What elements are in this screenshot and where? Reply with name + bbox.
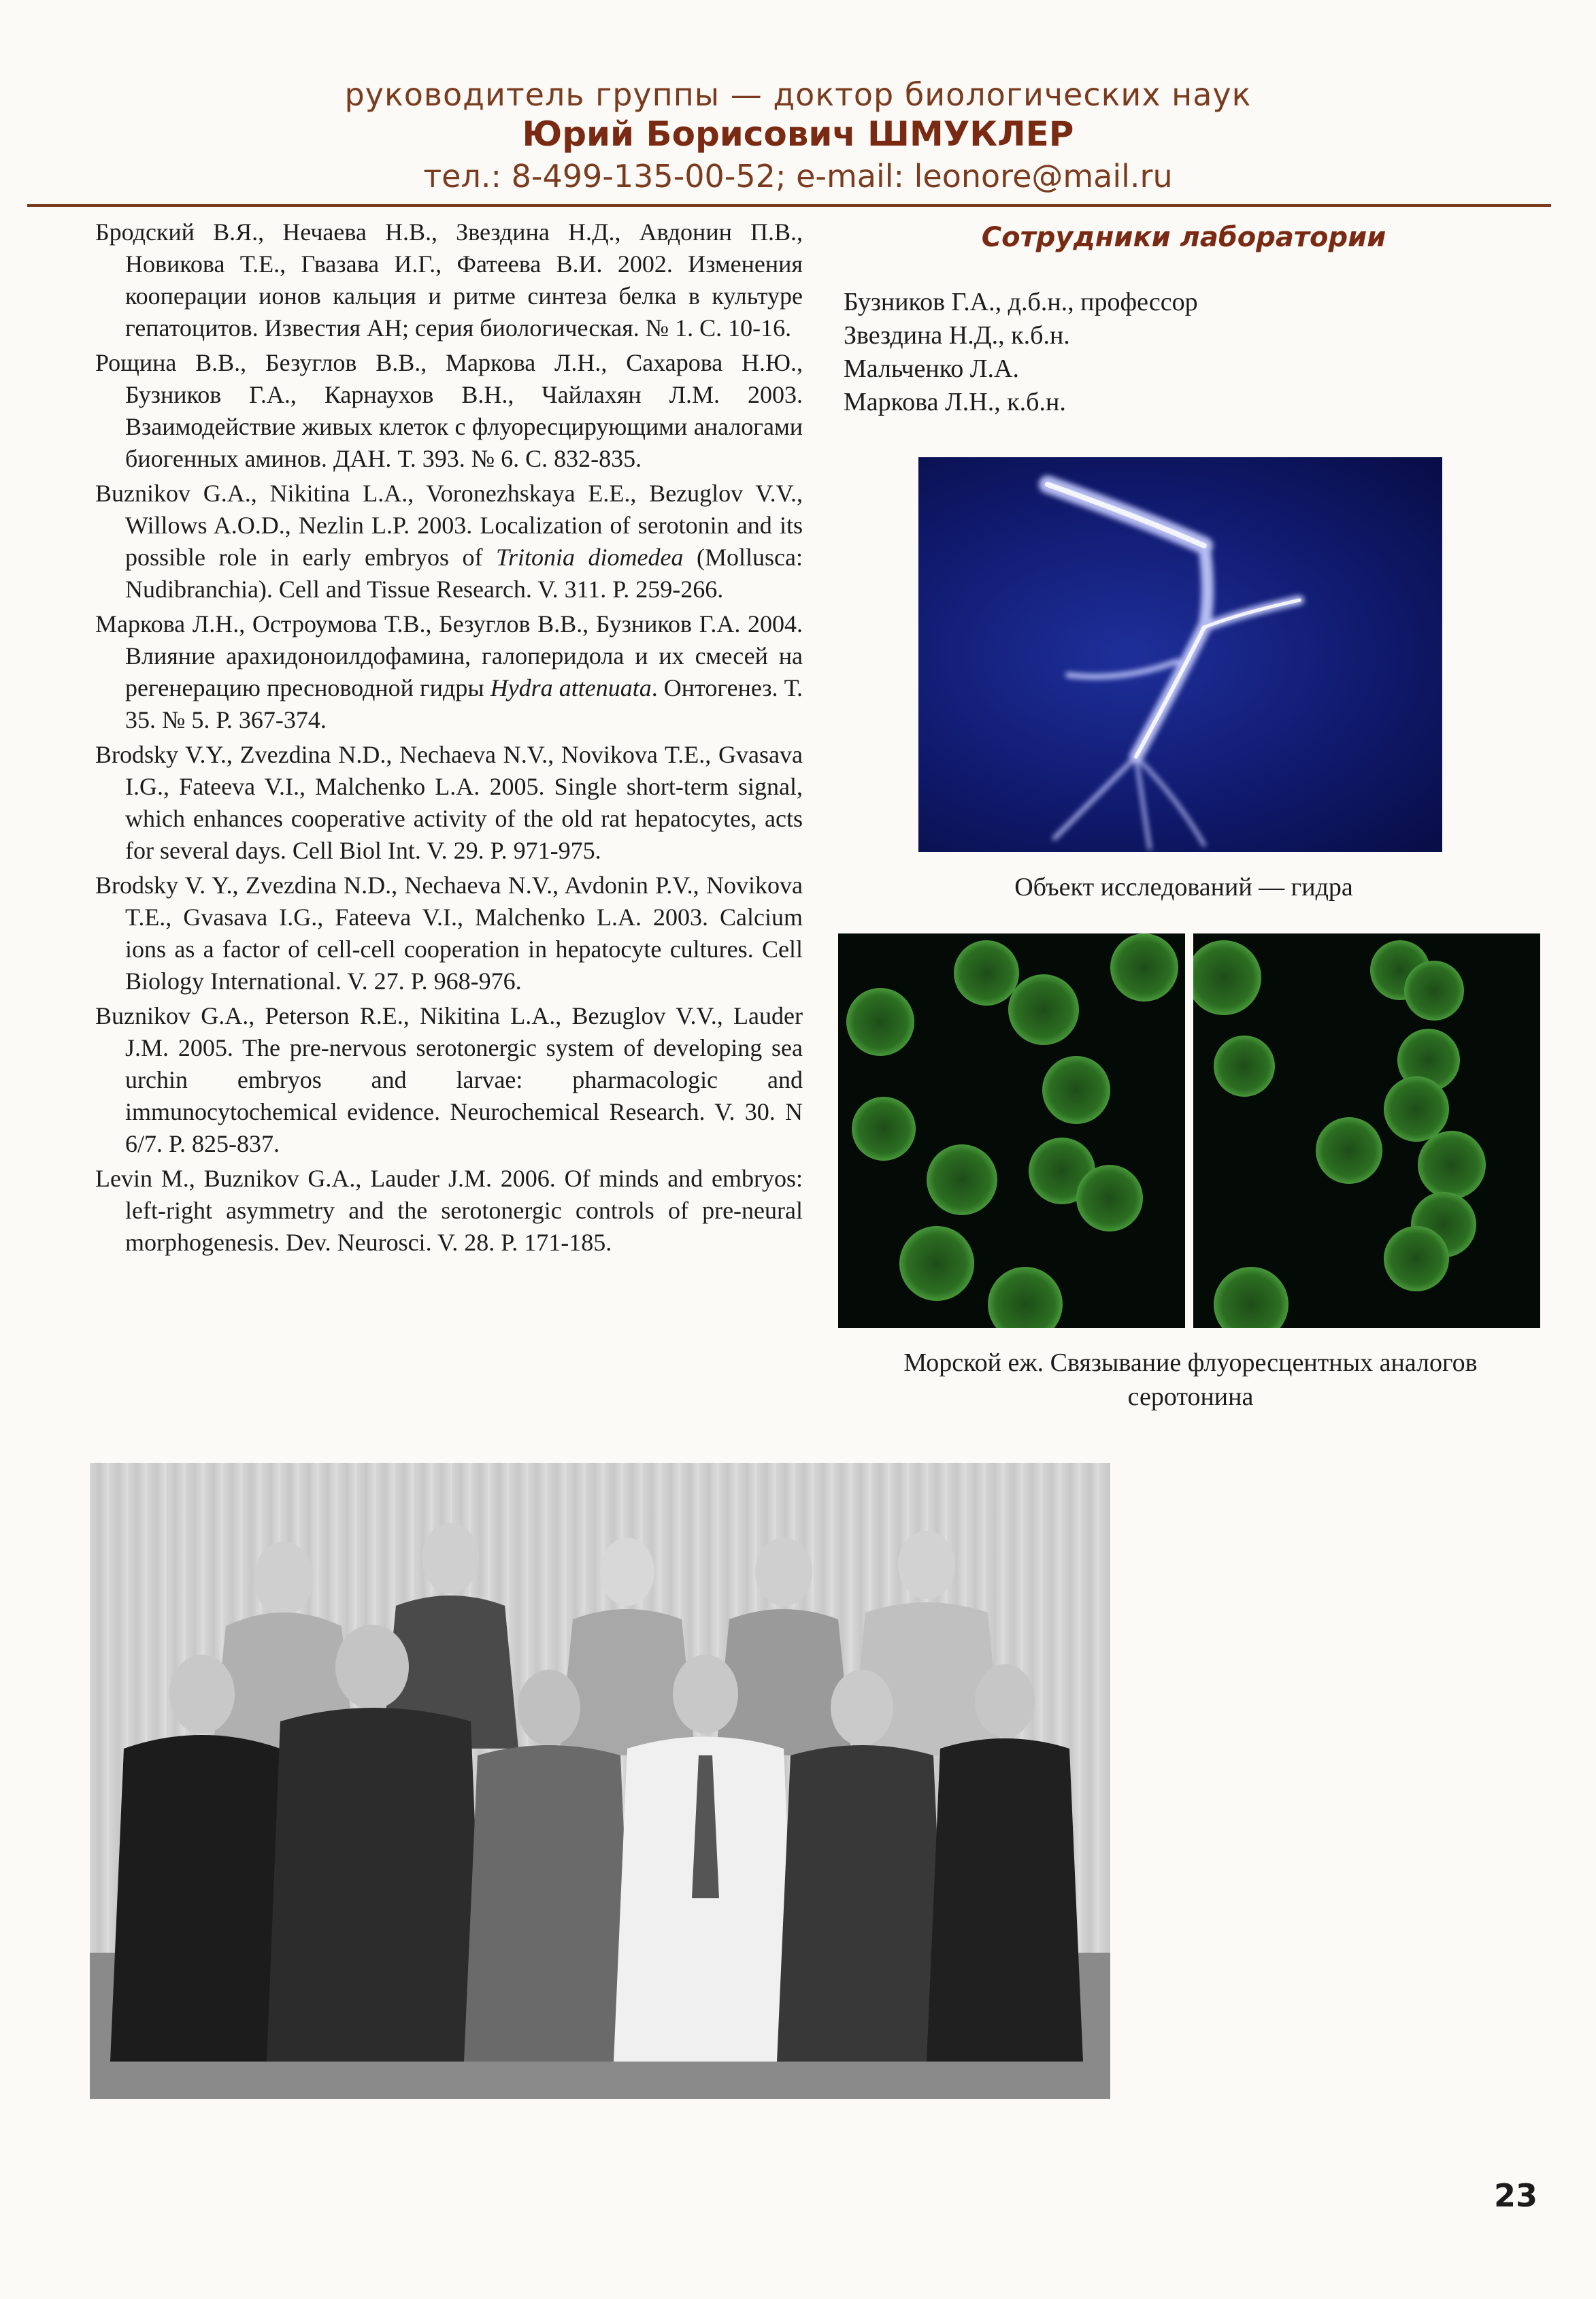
embryo-cell: [954, 940, 1019, 1006]
reference-item: Buznikov G.A., Nikitina L.A., Voronezhskaya E.E., Bezuglov V.V., Willows A.O.D., Nezlin L.P. 2003. Localization of serotonin and its possible role in early embryos of Tritonia diomedea (Mollusca: Nudibranchia). Cell and Tissue Research. V. 311. P. 259-266.: [95, 480, 803, 603]
embryo-cell: [1384, 1076, 1449, 1142]
contact-info: тел.: 8-499-135-00-52; e-mail: leonore@mail.ru: [423, 158, 1173, 195]
reference-item: Маркова Л.Н., Остроумова Т.В., Безуглов В.В., Бузников Г.А. 2004. Влияние арахидоноилдофамина, галоперидола и их смесей на регенерацию пресноводной гидры Hydra attenuata. Онтогенез. Т. 35. № 5. Р. 367-374.: [95, 610, 803, 733]
reference-item: Бродский В.Я., Нечаева Н.В., Звездина Н.Д., Авдонин П.В., Новикова Т.Е., Гвазава И.Г., Фатеева В.И. 2002. Изменения кооперации ионов кальция и ритме синтеза белка в культуре гепатоцитов. Известия АН; серия биологическая. № 1. С. 10-16.: [95, 218, 803, 342]
embryo-cell: [1418, 1131, 1486, 1199]
embryo-cell: [1214, 1267, 1289, 1328]
reference-item: Brodsky V.Y., Zvezdina N.D., Nechaeva N.V., Novikova T.E., Gvasava I.G., Fateeva V.I., Malchenko L.A. 2005. Single short-term signal, which enhances cooperative activity of the old rat hepatocytes, acts for several days. Cell Biol Int. V. 29. P. 971-975.: [95, 741, 803, 864]
reference-item: Рощина В.В., Безуглов В.В., Маркова Л.Н., Сахарова Н.Ю., Бузников Г.А., Карнаухов В.Н., Чайлахян Л.М. 2003. Взаимодействие живых клеток с флуоресцирующими аналогами биогенных аминов. ДАН. Т. 393. № 6. С. 832-835.: [95, 349, 803, 472]
team-group-photo: [90, 1463, 1110, 2099]
embryo-cell: [846, 988, 914, 1056]
group-leader-role: руководитель группы — доктор биологических наук: [344, 76, 1252, 113]
embryo-cell: [1384, 1226, 1449, 1291]
staff-member: Звездина Н.Д., к.б.н.: [844, 321, 1070, 350]
staff-member: Бузников Г.А., д.б.н., профессор: [844, 288, 1198, 316]
sea-urchin-panel-left: [838, 933, 1185, 1328]
embryo-cell: [1008, 974, 1079, 1045]
embryo-cell: [927, 1144, 997, 1215]
hydra-fluorescence-photo: [918, 457, 1442, 852]
embryo-cell: [1214, 1036, 1275, 1097]
embryo-cell: [1110, 933, 1178, 1002]
references-list: [95, 216, 803, 1261]
staff-heading: Сотрудники лаборатории: [981, 222, 1386, 253]
embryo-cell: [1193, 940, 1261, 1015]
reference-item: Levin M., Buznikov G.A., Lauder J.M. 2006. Of minds and embryos: left-right asymmetry and the serotonergic controls of pre-neural morphogenesis. Dev. Neurosci. V. 28. P. 171-185.: [95, 1165, 803, 1256]
staff-list: [844, 286, 1198, 419]
embryo-cell: [1076, 1165, 1143, 1231]
reference-item: Brodsky V. Y., Zvezdina N.D., Nechaeva N.V., Avdonin P.V., Novikova T.E., Gvasava I.G., Fateeva V.I., Malchenko L.A. 2003. Calcium ions as a factor of cell-cell cooperation in hepatocyte cultures. Cell Biology International. V. 27. P. 968-976.: [95, 872, 803, 995]
hydra-caption: Объект исследований — гидра: [1014, 873, 1353, 902]
embryo-cell: [1042, 1056, 1110, 1124]
sea-urchin-caption: Морской еж. Связывание флуоресцентных аналогов серотонина: [903, 1349, 1478, 1411]
header-divider: [27, 204, 1551, 207]
reference-item: Buznikov G.A., Peterson R.E., Nikitina L.A., Bezuglov V.V., Lauder J.M. 2005. The pre-nervous serotonergic system of developing sea urchin embryos and larvae: pharmacologic and immunocytochemical evidence. Neurochemical Research. V. 30. N 6/7. P. 825-837.: [95, 1002, 803, 1157]
staff-member: Мальченко Л.А.: [844, 354, 1019, 383]
embryo-cell: [988, 1267, 1063, 1328]
page-number: 23: [1494, 2177, 1538, 2214]
embryo-cell: [1316, 1117, 1382, 1184]
group-leader-name: Юрий Борисович ШМУКЛЕР: [522, 114, 1074, 154]
staff-member: Маркова Л.Н., к.б.н.: [844, 388, 1066, 416]
sea-urchin-panel-right: [1193, 933, 1540, 1328]
embryo-cell: [1404, 961, 1464, 1021]
embryo-cell: [852, 1097, 916, 1161]
embryo-cell: [899, 1226, 974, 1301]
